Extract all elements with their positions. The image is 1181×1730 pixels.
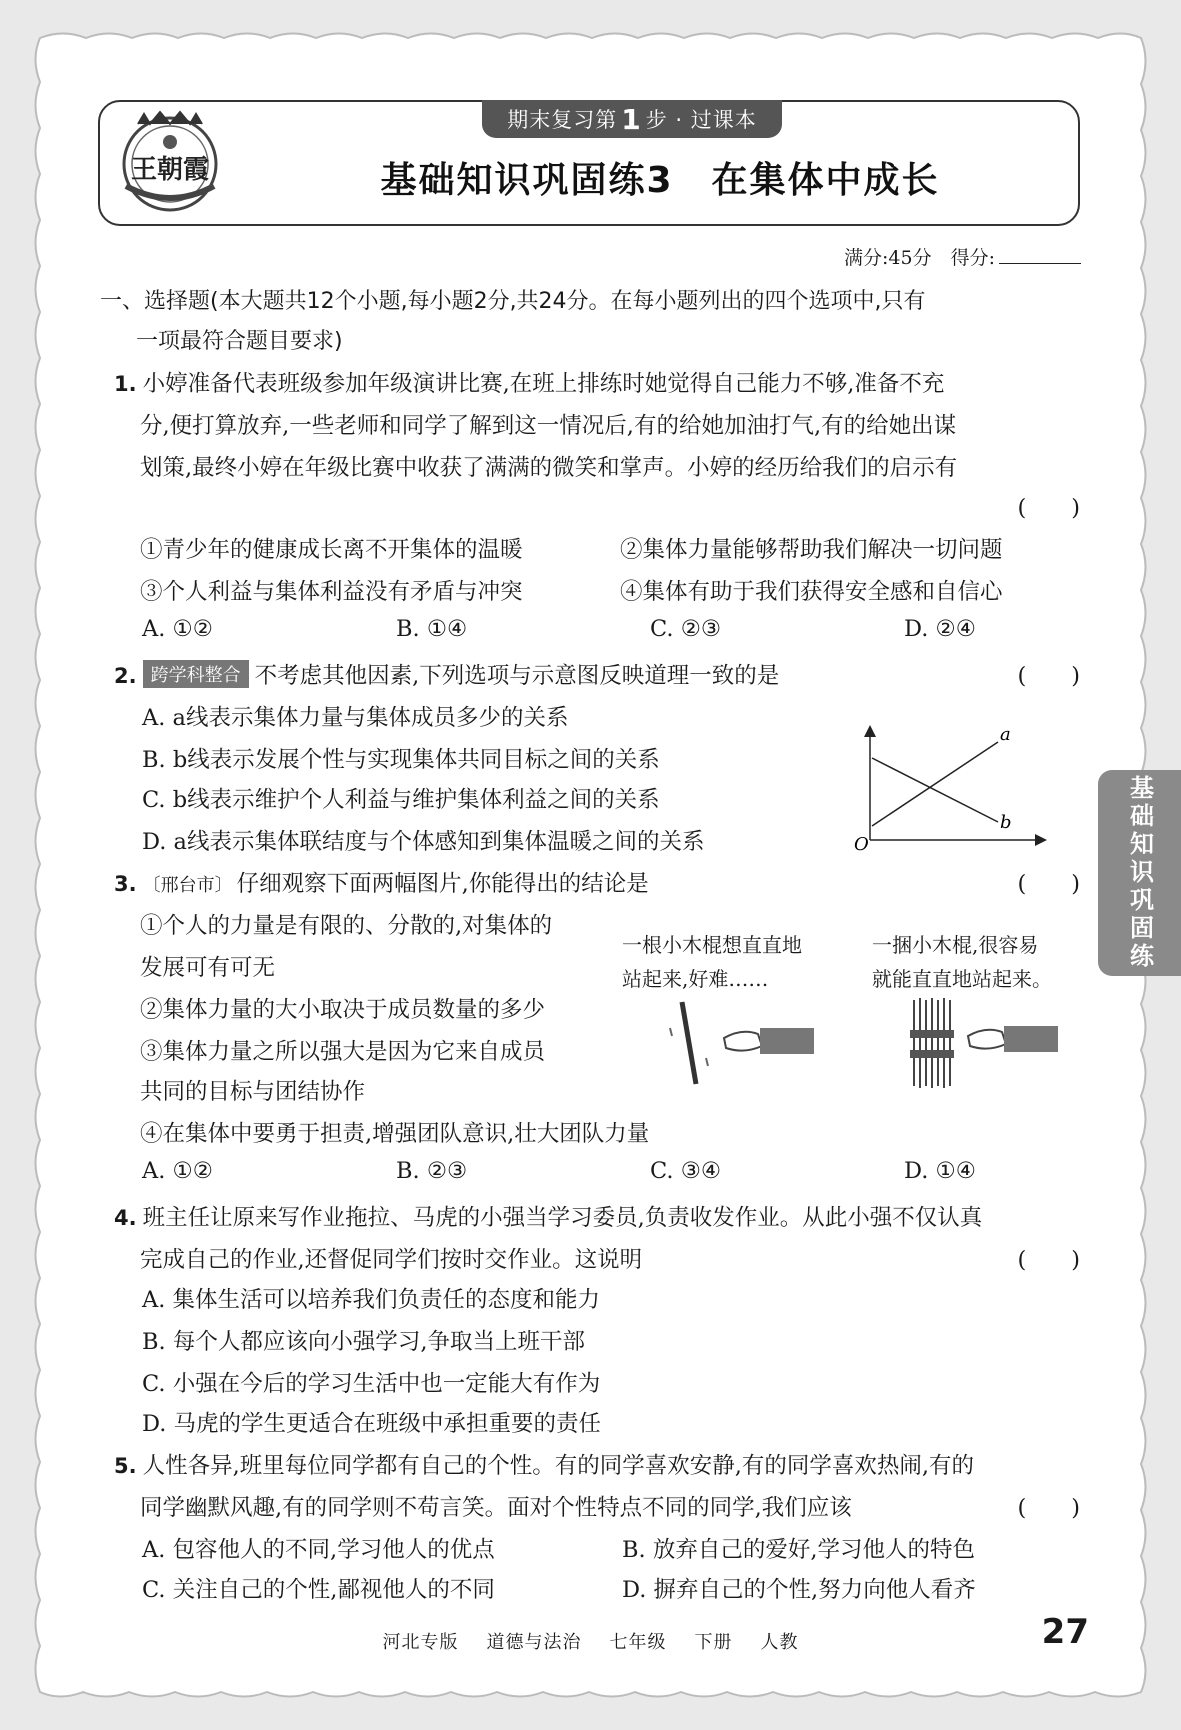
q4-line-2: 完成自己的作业,还督促同学们按时交作业。这说明	[140, 1247, 643, 1273]
q4-line-1	[114, 1200, 982, 1232]
q2-number: 2.	[114, 664, 137, 688]
q1-stem-1: 小婷准备代表班级参加年级演讲比赛,在班上排练时她觉得自己能力不够,准备不充	[142, 371, 945, 397]
q1-item-1: ①青少年的健康成长离不开集体的温暖	[140, 537, 523, 563]
footer-publisher: 人教	[760, 1632, 799, 1653]
q4-answer-paren[interactable]: ( )	[1017, 1247, 1080, 1273]
q4-option-d[interactable]: D. 马虎的学生更适合在班级中承担重要的责任	[142, 1411, 602, 1437]
bundle-sticks-picture	[902, 996, 1082, 1090]
q3-options	[142, 1158, 1158, 1184]
single-stick-picture	[662, 998, 832, 1088]
q1-item-3: ③个人利益与集体利益没有矛盾与冲突	[140, 579, 523, 605]
q1-answer-paren[interactable]: ( )	[1017, 495, 1080, 521]
q2-tag: 跨学科整合	[143, 660, 249, 688]
caption-left-2: 站起来,好难……	[622, 967, 769, 991]
footer	[0, 1628, 1181, 1654]
q5-options-row-2	[142, 1572, 1102, 1604]
label-origin: O	[854, 834, 869, 855]
q1-item-2: ②集体力量能够帮助我们解决一切问题	[620, 537, 1003, 563]
score-blank[interactable]	[999, 263, 1081, 264]
q3-item-1-cont: 发展可有可无	[140, 955, 276, 981]
q3-stem: 仔细观察下面两幅图片,你能得出的结论是	[236, 871, 649, 897]
brand-logo	[108, 106, 232, 216]
q3-number: 3.	[114, 872, 137, 896]
q1-option-c[interactable]: C. ②③	[650, 616, 722, 642]
label-a: a	[1000, 724, 1011, 745]
svg-text:王朝霞: 王朝霞	[130, 155, 210, 185]
q1-line-3: 划策,最终小婷在年级比赛中收获了满满的微笑和掌声。小婷的经历给我们的启示有	[140, 455, 958, 481]
q2-option-b[interactable]: B. b线表示发展个性与实现集体共同目标之间的关系	[142, 747, 660, 773]
q3-item-3: ③集体力量之所以强大是因为它来自成员	[140, 1039, 546, 1065]
q3-answer-paren[interactable]: ( )	[1017, 871, 1080, 897]
q1-line-2: 分,便打算放弃,一些老师和同学了解到这一情况后,有的给她加油打气,有的给她出谋	[140, 413, 957, 439]
q3-item-3-cont: 共同的目标与团结协作	[140, 1079, 366, 1105]
line-a	[872, 742, 998, 826]
q3-option-c[interactable]: C. ③④	[650, 1158, 722, 1184]
caption-right-1: 一捆小木棍,很容易	[872, 933, 1039, 957]
q1-option-d[interactable]: D. ②④	[904, 616, 976, 642]
q1-items-row-2	[140, 574, 1100, 606]
footer-volume: 下册	[694, 1632, 733, 1653]
q5-options-row-1	[142, 1532, 1102, 1564]
caption-right	[872, 928, 1052, 996]
q3-option-d[interactable]: D. ①④	[904, 1158, 976, 1184]
q1-items-row-1	[140, 532, 1100, 564]
side-tab: 基础知识巩固练	[1098, 770, 1181, 976]
q5-line-2: 同学幽默风趣,有的同学则不苟言笑。面对个性特点不同的同学,我们应该	[140, 1495, 852, 1521]
q3-item-4: ④在集体中要勇于担责,增强团队意识,壮大团队力量	[140, 1121, 650, 1147]
q2-line-1	[114, 658, 779, 690]
q4-number: 4.	[114, 1206, 137, 1230]
q2-option-c[interactable]: C. b线表示维护个人利益与维护集体利益之间的关系	[142, 787, 660, 813]
q5-line-1	[114, 1448, 974, 1480]
q5-option-c[interactable]: C. 关注自己的个性,鄙视他人的不同	[142, 1577, 495, 1603]
q2-stem: 不考虑其他因素,下列选项与示意图反映道理一致的是	[254, 663, 780, 689]
q3-item-2: ②集体力量的大小取决于成员数量的多少	[140, 997, 546, 1023]
footer-grade: 七年级	[609, 1632, 667, 1653]
q3-item-1: ①个人的力量是有限的、分散的,对集体的	[140, 913, 553, 939]
q2-option-d[interactable]: D. a线表示集体联结度与个体感知到集体温暖之间的关系	[142, 829, 705, 855]
q1-line-1	[114, 366, 944, 398]
q2-answer-paren[interactable]: ( )	[1017, 663, 1080, 689]
q4-option-b[interactable]: B. 每个人都应该向小强学习,争取当上班干部	[142, 1329, 585, 1355]
q5-option-a[interactable]: A. 包容他人的不同,学习他人的优点	[142, 1537, 495, 1563]
q2-diagram	[848, 722, 1038, 855]
step-suffix: 步 · 过课本	[645, 108, 757, 132]
caption-right-2: 就能直直地站起来。	[872, 967, 1052, 991]
section-heading: 一、选择题(本大题共12个小题,每小题2分,共24分。在每小题列出的四个选项中,只有	[100, 289, 926, 314]
q5-answer-paren[interactable]: ( )	[1017, 1495, 1080, 1521]
score-line	[844, 243, 1081, 270]
q3-place: 〔邢台市〕	[142, 875, 233, 896]
q5-option-d[interactable]: D. 摒弃自己的个性,努力向他人看齐	[622, 1577, 976, 1603]
caption-left	[622, 928, 802, 996]
q1-option-b[interactable]: B. ①④	[396, 616, 468, 642]
caption-left-1: 一根小木棍想直直地	[622, 933, 802, 957]
q5-option-b[interactable]: B. 放弃自己的爱好,学习他人的特色	[622, 1537, 975, 1563]
score-label: 满分:45分 得分:	[844, 247, 995, 269]
footer-subject: 道德与法治	[486, 1632, 582, 1653]
q5-number: 5.	[114, 1454, 137, 1478]
q5-stem-1: 人性各异,班里每位同学都有自己的个性。有的同学喜欢安静,有的同学喜欢热闹,有的	[142, 1453, 975, 1479]
label-b: b	[1000, 812, 1012, 833]
q1-option-a[interactable]: A. ①②	[142, 616, 213, 642]
q1-number: 1.	[114, 372, 137, 396]
step-number: 1	[621, 102, 642, 136]
q3-option-b[interactable]: B. ②③	[396, 1158, 468, 1184]
page-number: 27	[1041, 1612, 1089, 1652]
q3-pictures	[622, 928, 1082, 1088]
section-heading-cont: 一项最符合题目要求)	[136, 329, 343, 354]
q2-option-a[interactable]: A. a线表示集体力量与集体成员多少的关系	[142, 705, 569, 731]
q1-item-4: ④集体有助于我们获得安全感和自信心	[620, 579, 1003, 605]
footer-edition: 河北专版	[382, 1632, 459, 1653]
q4-option-c[interactable]: C. 小强在今后的学习生活中也一定能大有作为	[142, 1371, 601, 1397]
step-prefix: 期末复习第	[507, 108, 618, 132]
line-b	[872, 758, 998, 822]
q4-stem-1: 班主任让原来写作业拖拉、马虎的小强当学习委员,负责收发作业。从此小强不仅认真	[142, 1205, 983, 1231]
q3-line-1	[114, 866, 649, 898]
step-badge	[482, 100, 782, 138]
q3-option-a[interactable]: A. ①②	[142, 1158, 213, 1184]
q4-option-a[interactable]: A. 集体生活可以培养我们负责任的态度和能力	[142, 1287, 601, 1313]
q1-options	[142, 616, 1158, 642]
page-title: 基础知识巩固练3 在集体中成长	[380, 160, 940, 201]
